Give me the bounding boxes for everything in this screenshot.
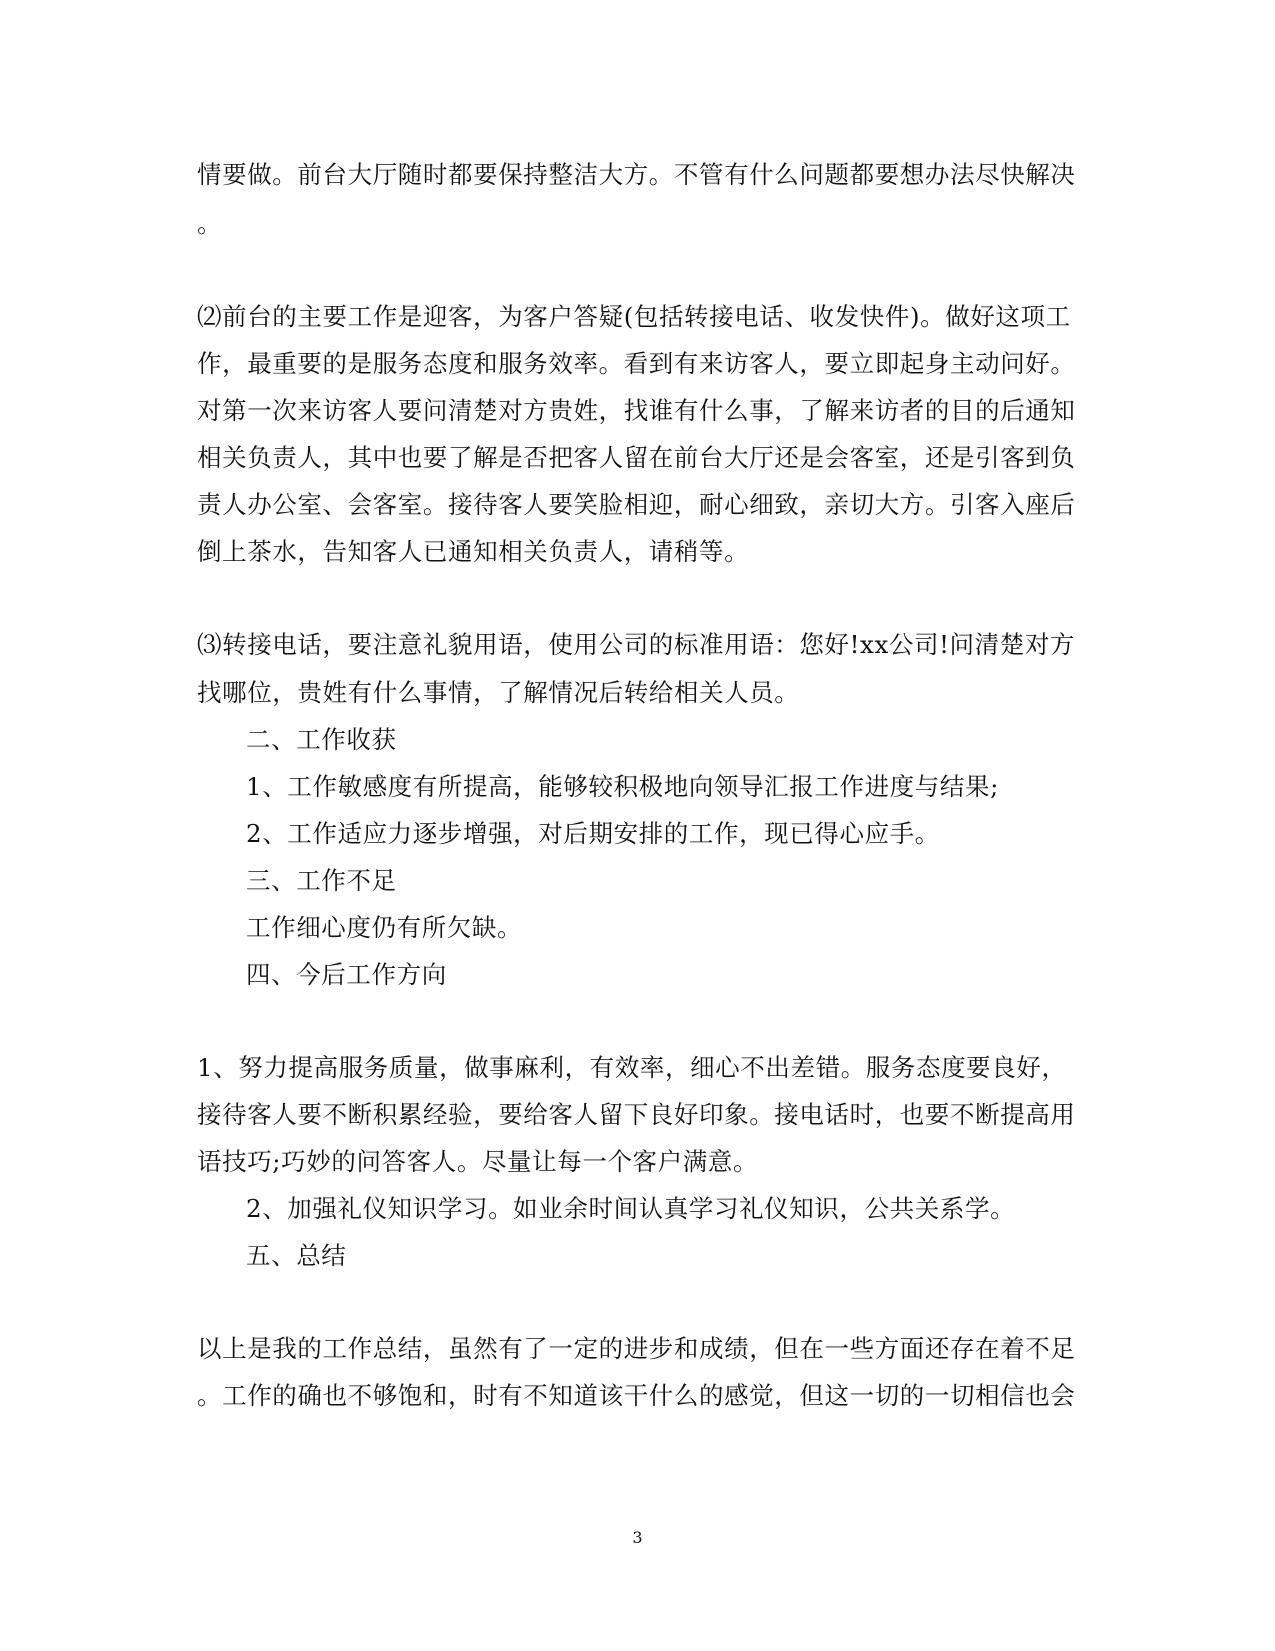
paragraph-line: 1、努力提高服务质量，做事麻利，有效率，细心不出差错。服务态度要良好， bbox=[197, 1053, 1067, 1082]
paragraph-line: 情要做。前台大厅随时都要保持整洁大方。不管有什么问题都要想办法尽快解决 bbox=[197, 160, 1076, 189]
paragraph-line: 语技巧;巧妙的问答客人。尽量让每一个客户满意。 bbox=[197, 1147, 759, 1176]
paragraph-line: 责人办公室、会客室。接待客人要笑脸相迎，耐心细致，亲切大方。引客入座后 bbox=[197, 490, 1076, 519]
page-number: 3 bbox=[632, 1528, 643, 1547]
section-heading: 四、今后工作方向 bbox=[246, 960, 447, 989]
section-heading: 三、工作不足 bbox=[246, 866, 397, 895]
paragraph-line: 以上是我的工作总结，虽然有了一定的进步和成绩，但在一些方面还存在着不足 bbox=[197, 1334, 1076, 1363]
paragraph-line: ⑶转接电话，要注意礼貌用语，使用公司的标准用语：您好!xx公司!问清楚对方 bbox=[197, 630, 1076, 659]
paragraph-line: 接待客人要不断积累经验，要给客人留下良好印象。接电话时，也要不断提高用 bbox=[197, 1100, 1076, 1129]
paragraph-line: 找哪位，贵姓有什么事情，了解情况后转给相关人员。 bbox=[197, 678, 800, 707]
paragraph-line: 作，最重要的是服务态度和服务效率。看到有来访客人，要立即起身主动问好。 bbox=[197, 349, 1076, 378]
paragraph-line: 对第一次来访客人要问清楚对方贵姓，找谁有什么事，了解来访者的目的后通知 bbox=[197, 396, 1076, 425]
paragraph-line: 。 bbox=[197, 209, 223, 238]
list-item: 2、工作适应力逐步增强，对后期安排的工作，现已得心应手。 bbox=[246, 819, 940, 848]
paragraph-line: 相关负责人，其中也要了解是否把客人留在前台大厅还是会客室，还是引客到负 bbox=[197, 443, 1076, 472]
section-heading: 五、总结 bbox=[246, 1241, 347, 1270]
paragraph-line: 。工作的确也不够饱和，时有不知道该干什么的感觉，但这一切的一切相信也会 bbox=[197, 1381, 1076, 1410]
section-heading: 二、工作收获 bbox=[246, 725, 397, 754]
paragraph-line: 工作细心度仍有所欠缺。 bbox=[246, 913, 523, 942]
list-item: 2、加强礼仪知识学习。如业余时间认真学习礼仪知识，公共关系学。 bbox=[246, 1194, 1016, 1223]
paragraph-line: ⑵前台的主要工作是迎客，为客户答疑(包括转接电话、收发快件)。做好这项工 bbox=[197, 302, 1071, 331]
paragraph-line: 倒上茶水，告知客人已通知相关负责人，请稍等。 bbox=[197, 537, 750, 566]
list-item: 1、工作敏感度有所提高，能够较积极地向领导汇报工作进度与结果; bbox=[246, 772, 999, 801]
